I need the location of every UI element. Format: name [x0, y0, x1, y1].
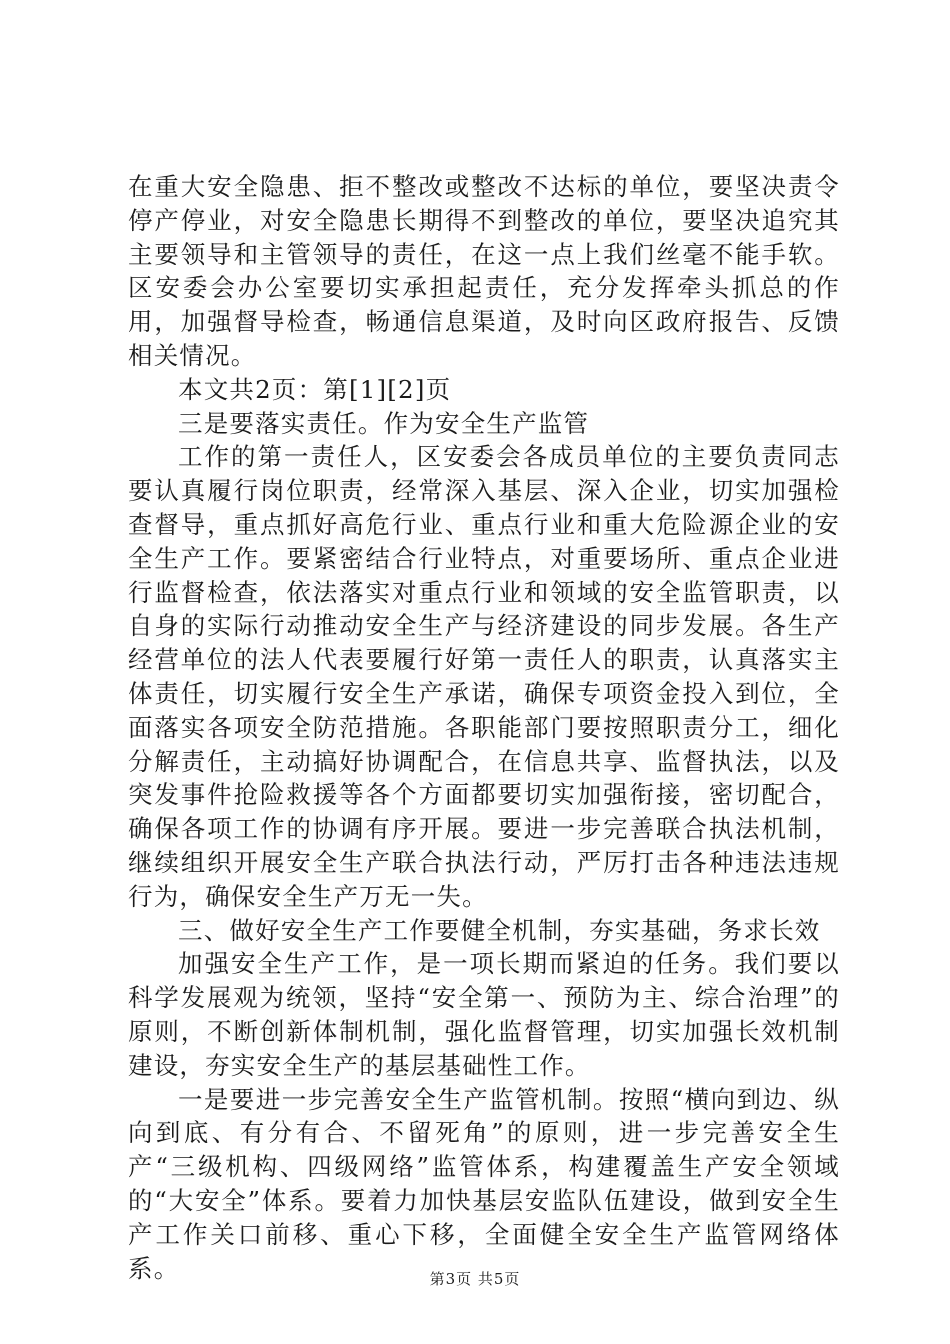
paragraph-1: 在重大安全隐患、拒不整改或整改不达标的单位，要坚决责令停产停业，对安全隐患长期得不到整改的单位，要坚决追究其主要领导和主管领导的责任，在这一点上我们丝毫不能手软。区安委会办公室要切实承担起责任，充分发挥牵头抓总的作用，加强督导检查，畅通信息渠道，及时向区政府报告、反馈相关情况。: [128, 172, 840, 370]
section-heading-3: 三、做好安全生产工作要健全机制，夯实基础，务求长效: [178, 915, 821, 945]
paragraph-4: 工作的第一责任人，区安委会各成员单位的主要负责同志要认真履行岗位职责，经常深入基层、深入企业，切实加强检查督导，重点抓好高危行业、重点行业和重大危险源企业的安全生产工作。要紧密结合行业特点，对重要场所、重点企业进行监督检查，依法落实对重点行业和领域的安全监管职责，以自身的实际行动推动安全生产与经济建设的同步发展。各生产经营单位的法人代表要履行好第一责任人的职责，认真落实主体责任，切实履行安全生产承诺，确保专项资金投入到位，全面落实各项安全防范措施。各职能部门要按照职责分工，细化分解责任，主动搞好协调配合，在信息共享、监督执法，以及突发事件抢险救援等各个方面都要切实加强衔接，密切配合，确保各项工作的协调有序开展。要进一步完善联合执法机制，继续组织开展安全生产联合执法行动，严厉打击各种违法违规行为，确保安全生产万无一失。: [128, 442, 840, 911]
paragraph-page-info: 本文共2页：第[1][2]页: [178, 374, 452, 404]
page-footer: 第3页 共5页: [429, 1270, 521, 1288]
document-body: [128, 170, 840, 1285]
paragraph-7: 一是要进一步完善安全生产监管机制。按照“横向到边、纵向到底、有分有合、不留死角”的原则，进一步完善安全生产“三级机构、四级网络”监管体系，构建覆盖生产安全领域的“大安全”体系。要着力加快基层安监队伍建设，做到安全生产工作关口前移、重心下移，全面健全安全生产监管网络体系。: [128, 1084, 840, 1283]
paragraph-6: 加强安全生产工作，是一项长期而紧迫的任务。我们要以科学发展观为统领，坚持“安全第一、预防为主、综合治理”的原则，不断创新体制机制，强化监督管理，切实加强长效机制建设，夯实安全生产的基层基础性工作。: [128, 949, 840, 1080]
paragraph-3: 三是要落实责任。作为安全生产监管: [178, 408, 590, 438]
